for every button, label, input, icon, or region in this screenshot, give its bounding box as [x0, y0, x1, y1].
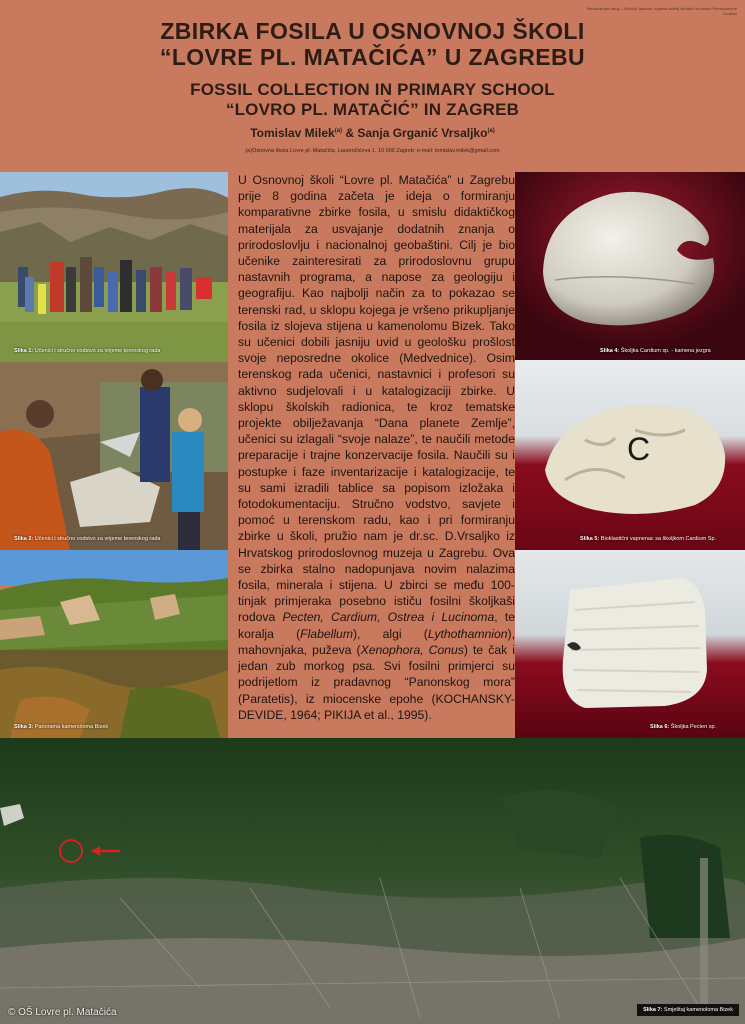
author-join: & [342, 126, 358, 140]
caption-slika-6-text: Školjka Pecten sp. [669, 724, 717, 730]
photo-fossil-cardium-core [515, 172, 745, 360]
title-croatian [80, 18, 665, 70]
caption-slika-2 [14, 536, 160, 542]
satellite-map-bizek [0, 738, 745, 1024]
body-text [238, 172, 515, 735]
body-text-5: ) te čak i jedan zub morkog psa. Svi fosilni primjerci su podrijetlom iz pradavnog “Panonskog mora” (Paratetis), iz miocenske epohe (KOCHANSKY-DEVIDE, 1964; PIKIJA et al., 1995). [238, 642, 516, 722]
author-2: Sanja Grganić Vrsaljko [357, 126, 488, 140]
caption-slika-3-label: Slika 3: [14, 724, 34, 730]
title-english [80, 80, 665, 120]
caption-slika-5-text: Bioklastični vapnenac sa školjkom Cardium Sp. [599, 536, 717, 542]
caption-slika-4-label: Slika 4: [600, 348, 620, 354]
caption-slika-5 [580, 536, 716, 542]
photo-bioclastic-limestone [515, 360, 745, 550]
title-hr-line2: “LOVRE PL. MATAČIĆA” U ZAGREBU [159, 44, 586, 70]
caption-slika-6 [650, 724, 716, 730]
author-2-sup: (a) [487, 128, 495, 134]
body-text-4: ), mahovnjaka, puževa ( [238, 626, 515, 657]
caption-slika-7 [637, 1004, 739, 1016]
caption-slika-5-label: Slika 5: [580, 536, 600, 542]
genus-coral: Flabellum [300, 626, 353, 641]
header-small-note: Međunarodni skup – Mihovil Jakovac: svjetski učitelj školskih Hrvatske Prirodoslovne Društvo [586, 6, 737, 16]
caption-slika-4-text: Školjka Cardium sp. - kamena jezgra [619, 348, 711, 354]
author-1-sup: (a) [334, 128, 343, 134]
caption-slika-7-text: Smještaj kamenoloma Bizek [662, 1007, 733, 1013]
fossil-mark: C [627, 431, 651, 467]
caption-slika-3-text: Panorama kamenoloma Bizek [33, 724, 109, 730]
caption-slika-2-text: Učenici i stručno vodstvo za vrijeme terenskog rada [33, 536, 161, 542]
body-text-2: , te koralja ( [238, 610, 515, 641]
caption-slika-3 [14, 724, 108, 730]
caption-slika-2-label: Slika 2: [14, 536, 34, 542]
photo-field-work-group [0, 172, 228, 362]
caption-slika-4 [600, 348, 711, 354]
caption-slika-1-label: Slika 1: [14, 348, 34, 354]
affiliation: (a)Osnovna škola Lovre pl. Matačića, Laurenčićeva 1, 10 000 Zagreb; e-mail: tomislav.milek@gmail.com [245, 148, 500, 154]
authors [0, 126, 745, 140]
body-text-main: U Osnovnoj školi “Lovre pl. Matačića” u Zagrebu prije 8 godina začeta je ideja o formiranju komparativne zbirke fosila, u smislu didaktičkog materijala za usvajanje dodatnih znanja o prirodoslovlju i nacionalnoj geobaštini. Cilj je bio učenike zainteresirati za prirodoslovnu grupu nastavnih programa, a napose za geologiju i geografiju. Kao najbolji način za to pokazao se terenski rad, u sklopu kojega je vršeno prikupljanje fosila iz slojeva stijena u kamenolomu Bizek. Tako su učenici dobili jasniju uvid u geološku prošlost svoje neposredne okolice (Medvednice). Osim terenskog rada učenici, nastavnici i profesori su aktivno sudjelovali i u katalogizaciji zbirke. U sklopu školskih radionica, te kroz tematske projekte obilježavanja “Dana planete Zemlje”, učenici su izlagali “svoje nalaze”, te naučili metode preparacije i trajne konzervacije fosila. Naučili su i postupke i faze inventarizacije i katalogizacije, te su sami izradili tablice sa popisom izložaka i fotodokumentaciju. Stručno vodstvo, savjete i pomoć u terenskom radu, kao i pri formiranju zbirke u školi, pružio nam je dr.sc. D.Vrsaljko iz Hrvatskog prirodoslovnog muzeja u Zagrebu. Ova se zbirka stalno nadopunjava novim nalazima fosila, minerala i stijena. U zbirci se među 100-tinjak primjeraka posebno ističu fosilni školjkaši rodova [238, 173, 515, 625]
title-en-line1: FOSSIL COLLECTION IN PRIMARY SCHOOL [190, 80, 555, 99]
author-1: Tomislav Milek [250, 126, 335, 140]
title-en-line2: “LOVRO PL. MATAČIĆ” IN ZAGREB [225, 100, 520, 119]
caption-slika-1 [14, 348, 160, 354]
genera-snails: Xenophora, Conus [360, 642, 464, 657]
copyright-notice: © OŠ Lovre pl. Matačića [8, 1007, 117, 1018]
genera-bivalves: Pecten, Cardium, Ostrea i Lucinoma [282, 610, 495, 625]
body-paragraph [238, 172, 515, 723]
caption-slika-7-label: Slika 7: [643, 1007, 663, 1013]
photo-quarry-panorama [0, 550, 228, 738]
caption-slika-1-text: Učenici i stručno vodstvo za vrijeme terenskog rada [33, 348, 161, 354]
photo-fossil-pecten [515, 550, 745, 738]
poster-header [0, 0, 745, 172]
photo-students-collecting [0, 362, 228, 550]
body-text-3: ), algi ( [352, 626, 428, 641]
title-hr-line1: ZBIRKA FOSILA U OSNOVNOJ ŠKOLI [160, 18, 585, 44]
genus-algae: Lythothamnion [427, 626, 508, 641]
caption-slika-6-label: Slika 6: [650, 724, 670, 730]
